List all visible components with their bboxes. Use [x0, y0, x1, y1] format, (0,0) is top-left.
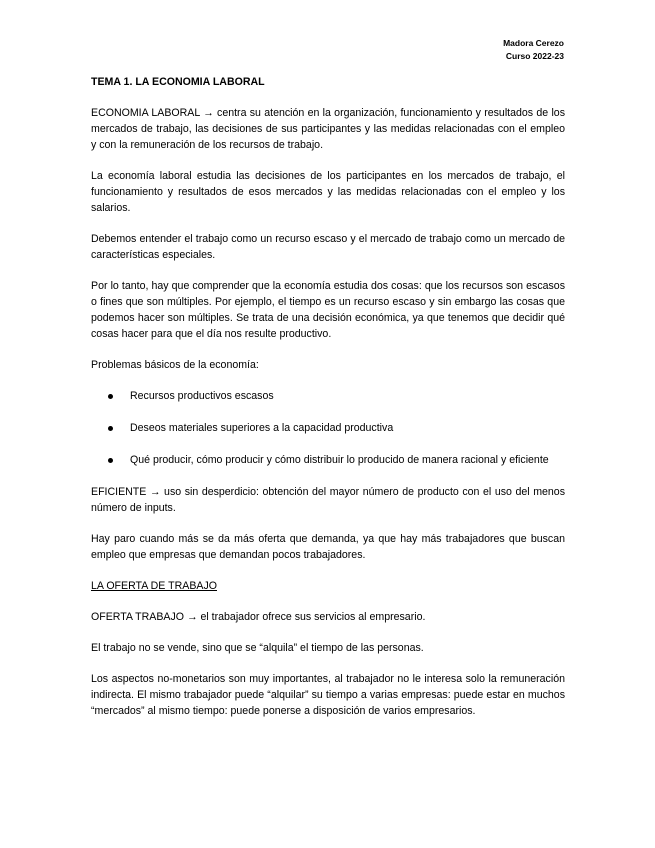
list-item-text: Recursos productivos escasos [130, 390, 274, 402]
paragraph: ECONOMIA LABORAL → centra su atención en la organización, funcionamiento y resultados de los mercados de trabajo, las decisiones de sus participantes y las medidas relacionadas con el empleo y con la remuneración de los recursos de trabajo. [91, 107, 565, 151]
document-body [91, 74, 565, 734]
list-item-text: Qué producir, cómo producir y cómo distribuir lo producido de manera racional y eficiente [130, 454, 549, 466]
bullet-list [91, 388, 565, 468]
bullet-icon [108, 394, 113, 399]
list-item-text: Deseos materiales superiores a la capacidad productiva [130, 422, 394, 434]
paragraph: Hay paro cuando más se da más oferta que demanda, ya que hay más trabajadores que buscan empleo que empresas que demandan pocos trabajadores. [91, 533, 565, 561]
course-year: Curso 2022-23 [505, 51, 564, 61]
list-item [91, 388, 565, 404]
document-title: TEMA 1. LA ECONOMIA LABORAL [91, 76, 265, 88]
paragraph: Problemas básicos de la economía: [91, 359, 259, 371]
paragraph: Debemos entender el trabajo como un recurso escaso y el mercado de trabajo como un mercado de características especiales. [91, 233, 565, 261]
paragraph: El trabajo no se vende, sino que se “alquila” el tiempo de las personas. [91, 642, 424, 654]
bullet-icon [108, 426, 113, 431]
paragraph: EFICIENTE → uso sin desperdicio: obtención del mayor número de producto con el uso del menos número de inputs. [91, 486, 565, 514]
paragraph: OFERTA TRABAJO → el trabajador ofrece sus servicios al empresario. [91, 611, 426, 623]
paragraph: La economía laboral estudia las decisiones de los participantes en los mercados de trabajo, el funcionamiento y resultados de esos mercados y las medidas relacionadas con el empleo y los salarios. [91, 170, 565, 214]
page-header [503, 37, 564, 63]
author-name: Madora Cerezo [503, 38, 564, 48]
list-item [91, 452, 565, 468]
section-title: LA OFERTA DE TRABAJO [91, 580, 217, 592]
paragraph: Por lo tanto, hay que comprender que la economía estudia dos cosas: que los recursos son escasos o fines que son múltiples. Por ejemplo, el tiempo es un recurso escaso y sin embargo las cosas que podemos hacer son múltiples. Se trata de una decisión económica, ya que tenemos que decidir qué cosas hacer para que el día nos resulte productivo. [91, 280, 565, 340]
list-item [91, 420, 565, 436]
paragraph: Los aspectos no-monetarios son muy importantes, al trabajador no le interesa solo la remuneración indirecta. El mismo trabajador puede “alquilar” su tiempo a varias empresas: puede estar en muchos “mercados” al mismo tiempo: puede ponerse a disposición de varios empresarios. [91, 673, 565, 717]
bullet-icon [108, 458, 113, 463]
